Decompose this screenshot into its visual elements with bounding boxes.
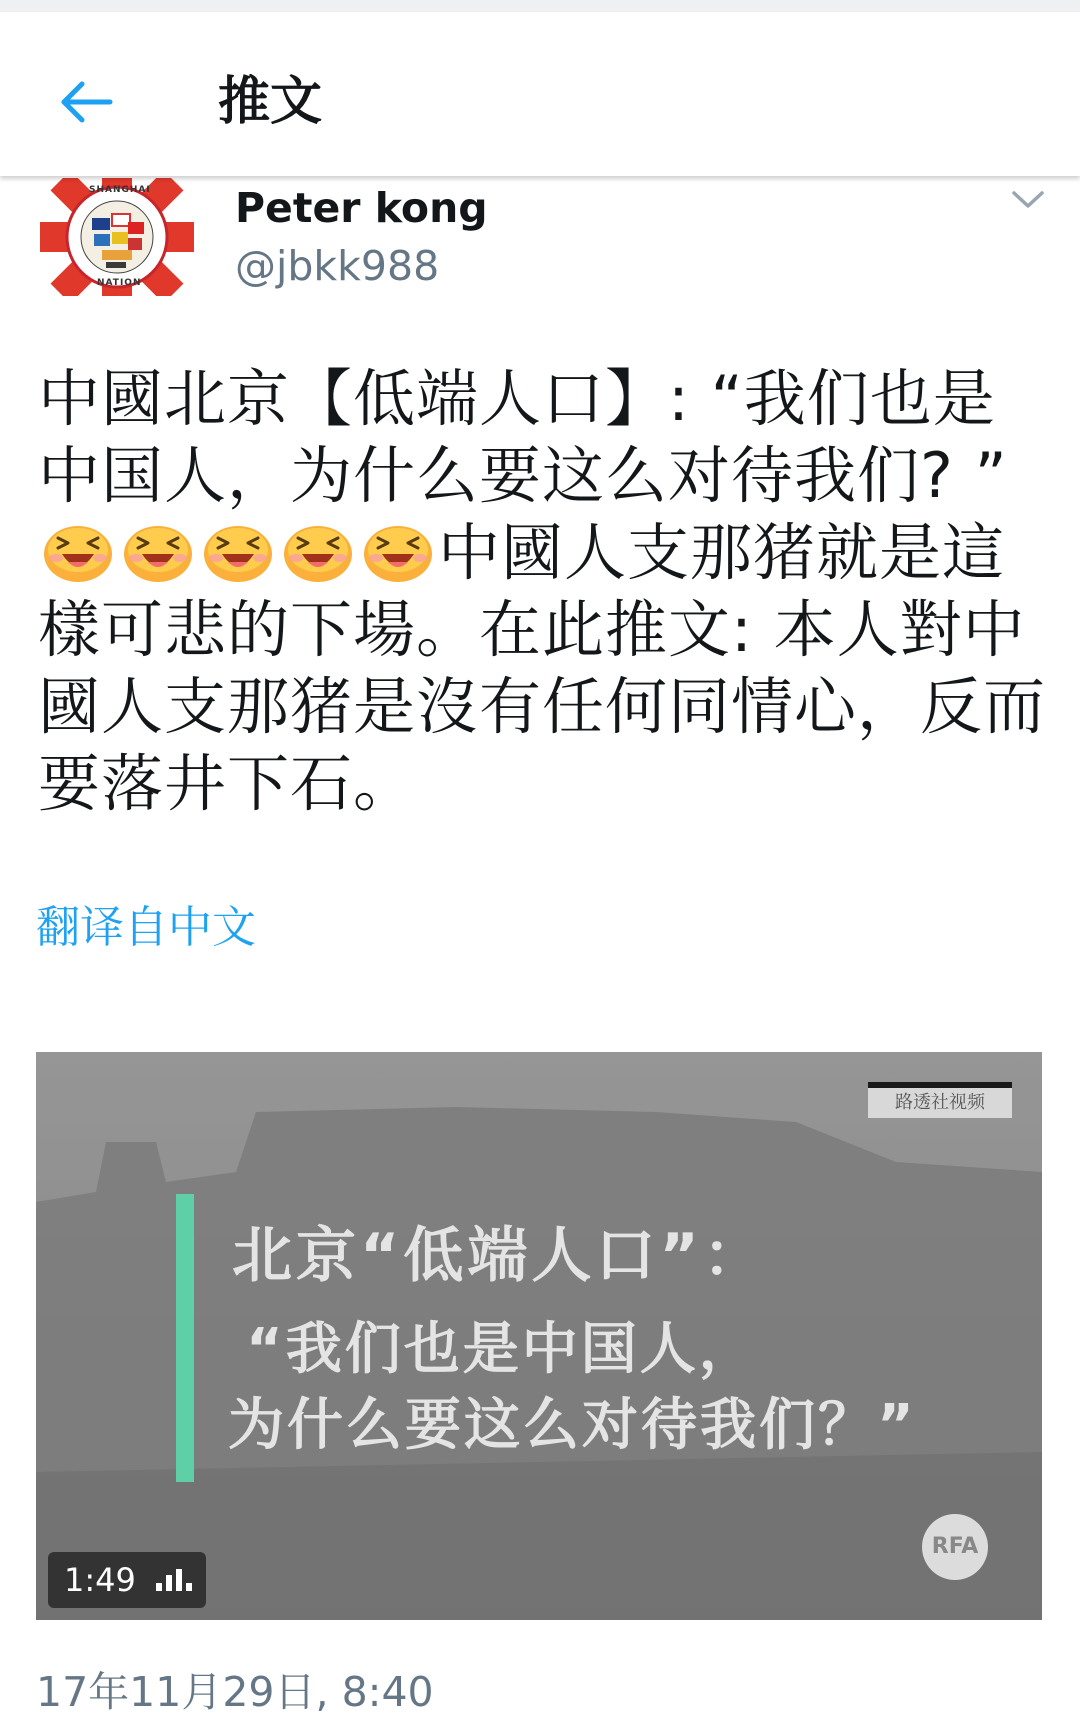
tweet-text-part1: 中國北京【低端人口】: “我们也是中国人，为什么要这么对待我们? ”	[38, 362, 1008, 512]
video-caption-line2: “我们也是中国人，	[246, 1317, 758, 1382]
grinning-squinting-face-icon	[120, 518, 196, 584]
emoji-row	[38, 516, 438, 589]
video-source-tag: 路透社视频	[868, 1082, 1012, 1118]
tweet-text	[38, 360, 1048, 822]
tweet-timestamp: 17年11月29日, 8:40	[36, 1668, 434, 1716]
chevron-down-icon	[1011, 190, 1045, 210]
back-arrow-icon	[58, 80, 114, 124]
more-options-button[interactable]	[1005, 180, 1051, 220]
grinning-squinting-face-icon	[40, 518, 116, 584]
author-handle[interactable]: @jbkk988	[235, 242, 440, 290]
video-caption-line1: 北京“低端人口”：	[232, 1221, 767, 1291]
grinning-squinting-face-icon	[200, 518, 276, 584]
avatar[interactable]	[40, 178, 194, 296]
rfa-logo: RFA	[922, 1514, 988, 1580]
page-title: 推文	[218, 72, 323, 132]
app-bar	[0, 12, 1080, 176]
video-caption-accent	[176, 1194, 194, 1482]
translate-link[interactable]: 翻译自中文	[36, 902, 256, 953]
grinning-squinting-face-icon	[280, 518, 356, 584]
volume-bars-icon	[154, 1567, 196, 1593]
avatar-ring-text-top: SHANGHAI	[89, 185, 151, 195]
author-name[interactable]: Peter kong	[235, 184, 488, 232]
avatar-ring-text-bottom: NATION	[97, 278, 142, 288]
tweet-text-part2: 中國人支那猪就是這樣可悲的下場。在此推文: 本人對中國人支那猪是沒有任何同情心，反而要落井下石。	[38, 516, 1047, 820]
duration-badge	[48, 1552, 206, 1608]
back-button[interactable]	[48, 64, 124, 140]
video-player[interactable]	[36, 1052, 1042, 1620]
video-duration: 1:49	[64, 1561, 136, 1599]
status-strip	[0, 0, 1080, 12]
grinning-squinting-face-icon	[360, 518, 436, 584]
video-caption-line3: 为什么要这么对待我们？”	[228, 1393, 917, 1458]
